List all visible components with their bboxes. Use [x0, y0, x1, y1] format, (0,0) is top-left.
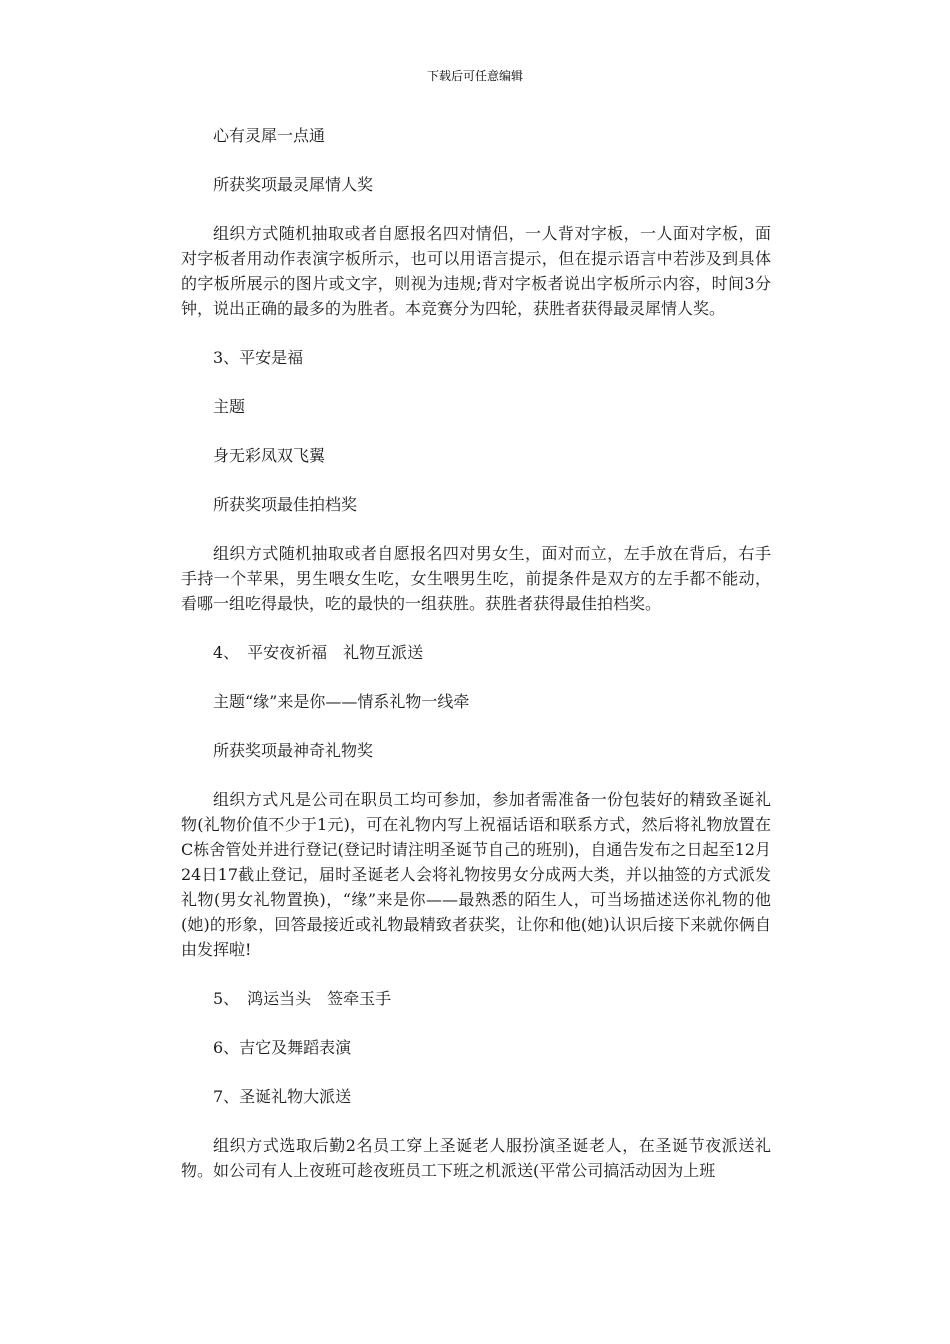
- paragraph-organization: 组织方式随机抽取或者自愿报名四对情侣，一人背对字板，一人面对字板，面对字板者用动作表演字板所示，也可以用语言提示，但在提示语言中若涉及到具体的字板所展示的图片或文字，则视为违规;背对字板者说出字板所示内容，时间3分钟，说出正确的最多的为胜者。本竞赛分为四轮，获胜者获得最灵犀情人奖。: [181, 224, 771, 318]
- paragraph-award: 所获奖项最佳拍档奖: [213, 495, 358, 514]
- paragraph-section-4: 4、 平安夜祈福 礼物互派送: [213, 643, 424, 662]
- paragraph-award: 所获奖项最神奇礼物奖: [213, 741, 374, 760]
- page-header: 下载后可任意编辑: [426, 69, 523, 83]
- paragraph-section-5: 5、 鸿运当头 签牵玉手: [213, 989, 392, 1008]
- paragraph-heading-game-title: 心有灵犀一点通: [213, 126, 326, 145]
- paragraph-theme: 身无彩凤双飞翼: [213, 446, 326, 465]
- paragraph-section-6: 6、吉它及舞蹈表演: [213, 1038, 352, 1057]
- paragraph-section-3: 3、平安是福: [213, 348, 304, 367]
- paragraph-award: 所获奖项最灵犀情人奖: [213, 175, 374, 194]
- paragraph-organization: 组织方式选取后勤2名员工穿上圣诞老人服扮演圣诞老人，在圣诞节夜派送礼物。如公司有人上夜班可趁夜班员工下班之机派送(平常公司搞活动因为上班: [181, 1136, 771, 1180]
- paragraph-theme: 主题“缘”来是你——情系礼物一线牵: [213, 692, 470, 711]
- paragraph-theme-label: 主题: [213, 397, 246, 416]
- document-body: [181, 123, 771, 1207]
- paragraph-section-7: 7、圣诞礼物大派送: [213, 1087, 352, 1106]
- paragraph-organization: 组织方式随机抽取或者自愿报名四对男女生，面对而立，左手放在背后，右手手持一个苹果，男生喂女生吃，女生喂男生吃，前提条件是双方的左手都不能动，看哪一组吃得最快，吃的最快的一组获胜。获胜者获得最佳拍档奖。: [181, 544, 771, 613]
- paragraph-organization: 组织方式凡是公司在职员工均可参加，参加者需准备一份包装好的精致圣诞礼物(礼物价值不少于1元)，可在礼物内写上祝福话语和联系方式，然后将礼物放置在C栋舍管处并进行登记(登记时请注明圣诞节自己的班别)，自通告发布之日起至12月24日17截止登记，届时圣诞老人会将礼物按男女分成两大类，并以抽签的方式派发礼物(男女礼物置换)，“缘”来是你——最熟悉的陌生人，可当场描述送你礼物的他(她)的形象，回答最接近或礼物最精致者获奖，让你和他(她)认识后接下来就你俩自由发挥啦!: [181, 790, 771, 959]
